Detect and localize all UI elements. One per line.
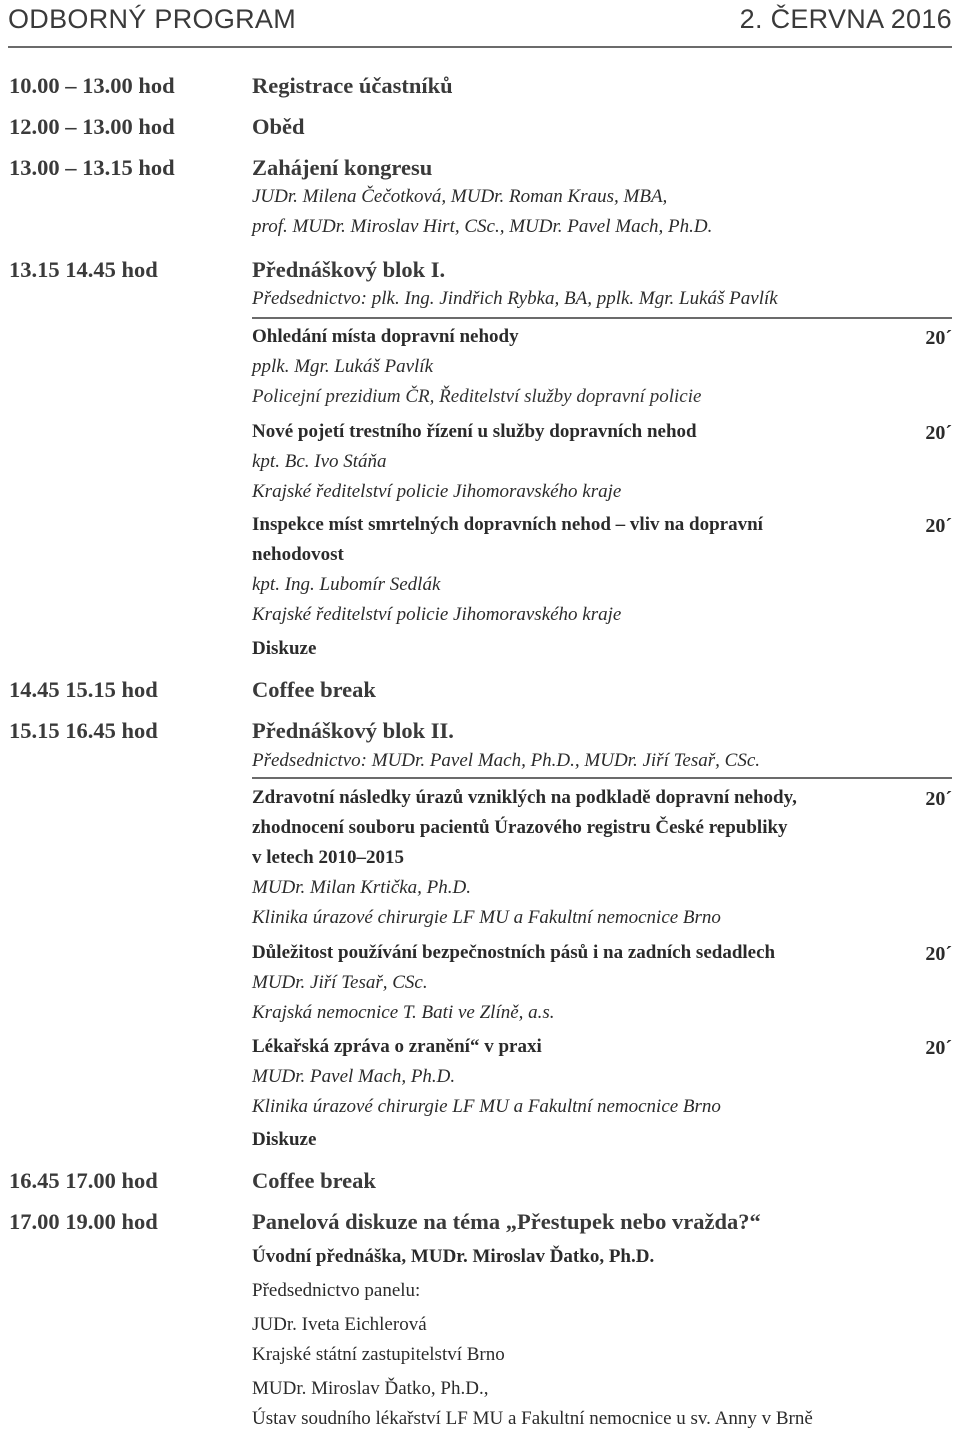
block-chair: Předsednictvo: MUDr. Pavel Mach, Ph.D., MUDr. Jiří Tesař, CSc. <box>252 750 760 771</box>
talk-duration: 20´ <box>925 327 952 349</box>
session-title: Zahájení kongresu <box>252 155 433 180</box>
talk-affiliation: Krajská nemocnice T. Bati ve Zlíně, a.s. <box>252 1002 555 1023</box>
time-slot: 10.00 – 13.00 hod <box>9 73 175 98</box>
talk-title: Lékařská zpráva o zranění“ v praxi <box>252 1036 542 1057</box>
session-title: Coffee break <box>252 677 376 702</box>
opening-speakers-line-2: prof. MUDr. Miroslav Hirt, CSc., MUDr. Pavel Mach, Ph.D. <box>252 216 713 237</box>
block-chair: Předsednictvo: plk. Ing. Jindřich Rybka, BA, pplk. Mgr. Lukáš Pavlík <box>252 288 778 309</box>
time-slot: 12.00 – 13.00 hod <box>9 114 175 139</box>
session-title: Přednáškový blok II. <box>252 718 454 743</box>
talk-title-line-2: nehodovost <box>252 544 344 565</box>
talk-duration: 20´ <box>925 515 952 537</box>
discussion-label: Diskuze <box>252 1129 317 1150</box>
talk-title: Nové pojetí trestního řízení u služby dopravních nehod <box>252 421 697 442</box>
panelist-1-affiliation: Krajské státní zastupitelství Brno <box>252 1344 505 1365</box>
talk-speaker: kpt. Ing. Lubomír Sedlák <box>252 574 441 595</box>
talk-title-line-1: Inspekce míst smrtelných dopravních nehod – vliv na dopravní <box>252 514 763 535</box>
header-divider <box>8 46 952 48</box>
talk-duration: 20´ <box>925 788 952 810</box>
talk-duration: 20´ <box>925 1037 952 1059</box>
talk-speaker: MUDr. Milan Krtička, Ph.D. <box>252 877 472 898</box>
panelist-2-affiliation: Ústav soudního lékařství LF MU a Fakultní nemocnice u sv. Anny v Brně <box>252 1408 813 1429</box>
talk-affiliation: Krajské ředitelství policie Jihomoravského kraje <box>252 481 622 502</box>
session-title: Oběd <box>252 114 305 139</box>
block-1-divider <box>252 317 952 319</box>
panelist-2-name: MUDr. Miroslav Ďatko, Ph.D., <box>252 1378 489 1399</box>
panel-chair-label: Předsednictvo panelu: <box>252 1280 421 1301</box>
panel-intro: Úvodní přednáška, MUDr. Miroslav Ďatko, Ph.D. <box>252 1246 655 1267</box>
time-slot: 17.00 19.00 hod <box>9 1209 158 1234</box>
talk-title-line-3: v letech 2010–2015 <box>252 847 404 868</box>
talk-title: Ohledání místa dopravní nehody <box>252 326 519 347</box>
talk-affiliation: Policejní prezidium ČR, Ředitelství služby dopravní policie <box>252 386 702 407</box>
session-title: Coffee break <box>252 1168 376 1193</box>
opening-speakers-line-1: JUDr. Milena Čečotková, MUDr. Roman Kraus, MBA, <box>252 186 668 207</box>
header-date: 2. ČERVNA 2016 <box>739 4 952 34</box>
talk-affiliation: Krajské ředitelství policie Jihomoravského kraje <box>252 604 622 625</box>
session-title: Registrace účastníků <box>252 73 453 98</box>
talk-title: Důležitost používání bezpečnostních pásů i na zadních sedadlech <box>252 942 776 963</box>
time-slot: 13.15 14.45 hod <box>9 257 158 282</box>
talk-title-line-2: zhodnocení souboru pacientů Úrazového registru České republiky <box>252 817 788 838</box>
talk-duration: 20´ <box>925 422 952 444</box>
talk-speaker: MUDr. Jiří Tesař, CSc. <box>252 972 428 993</box>
talk-duration: 20´ <box>925 943 952 965</box>
header-title: ODBORNÝ PROGRAM <box>8 4 297 34</box>
talk-speaker: pplk. Mgr. Lukáš Pavlík <box>252 356 434 377</box>
talk-affiliation: Klinika úrazové chirurgie LF MU a Fakultní nemocnice Brno <box>252 1096 721 1117</box>
time-slot: 13.00 – 13.15 hod <box>9 155 175 180</box>
time-slot: 14.45 15.15 hod <box>9 677 158 702</box>
session-title: Přednáškový blok I. <box>252 257 446 282</box>
time-slot: 16.45 17.00 hod <box>9 1168 158 1193</box>
talk-title-line-1: Zdravotní následky úrazů vzniklých na podkladě dopravní nehody, <box>252 787 797 808</box>
talk-speaker: kpt. Bc. Ivo Stáňa <box>252 451 387 472</box>
block-2-divider <box>252 777 952 779</box>
time-slot: 15.15 16.45 hod <box>9 718 158 743</box>
panelist-1-name: JUDr. Iveta Eichlerová <box>252 1314 427 1335</box>
page-header <box>8 2 952 42</box>
session-title: Panelová diskuze na téma „Přestupek nebo vražda?“ <box>252 1209 761 1234</box>
talk-speaker: MUDr. Pavel Mach, Ph.D. <box>252 1066 456 1087</box>
discussion-label: Diskuze <box>252 638 317 659</box>
talk-affiliation: Klinika úrazové chirurgie LF MU a Fakultní nemocnice Brno <box>252 907 721 928</box>
